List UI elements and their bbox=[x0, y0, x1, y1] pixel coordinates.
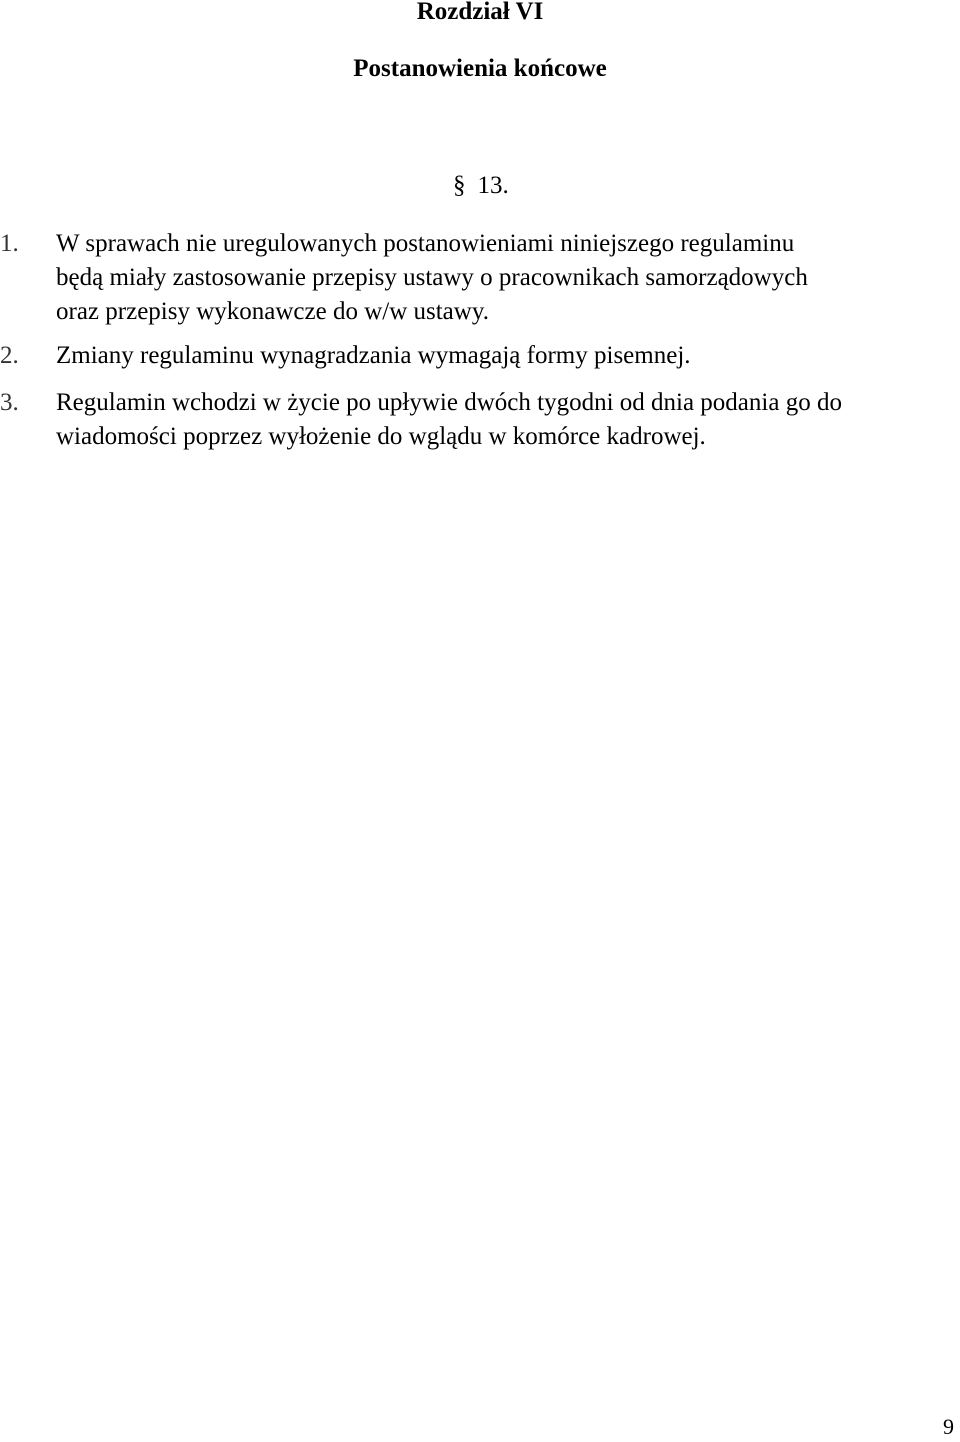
chapter-title: Rozdział VI bbox=[416, 0, 544, 25]
section-number: 13. bbox=[477, 172, 509, 199]
paragraph-1 bbox=[0, 227, 960, 329]
section-sign: § bbox=[453, 172, 466, 199]
chapter-subtitle: Postanowienia końcowe bbox=[353, 55, 607, 82]
page-number: 9 bbox=[943, 1414, 954, 1439]
paragraph-number: 2. bbox=[0, 342, 19, 369]
paragraph-text: Zmiany regulaminu wynagradzania wymagają formy pisemnej. bbox=[56, 342, 691, 369]
paragraph-text: W sprawach nie uregulowanych postanowieniami niniejszego regulaminu będą miały zastosowanie przepisy ustawy o pracownikach samorządowych oraz przepisy wykonawcze do w/w ustawy. bbox=[56, 230, 808, 325]
paragraph-2 bbox=[0, 339, 960, 373]
paragraph-3 bbox=[0, 386, 960, 454]
paragraph-number: 3. bbox=[0, 389, 19, 416]
section-heading bbox=[453, 170, 509, 202]
paragraph-number: 1. bbox=[0, 230, 19, 257]
paragraph-text: Regulamin wchodzi w życie po upływie dwóch tygodni od dnia podania go do wiadomości poprzez wyłożenie do wglądu w komórce kadrowej. bbox=[56, 389, 842, 450]
